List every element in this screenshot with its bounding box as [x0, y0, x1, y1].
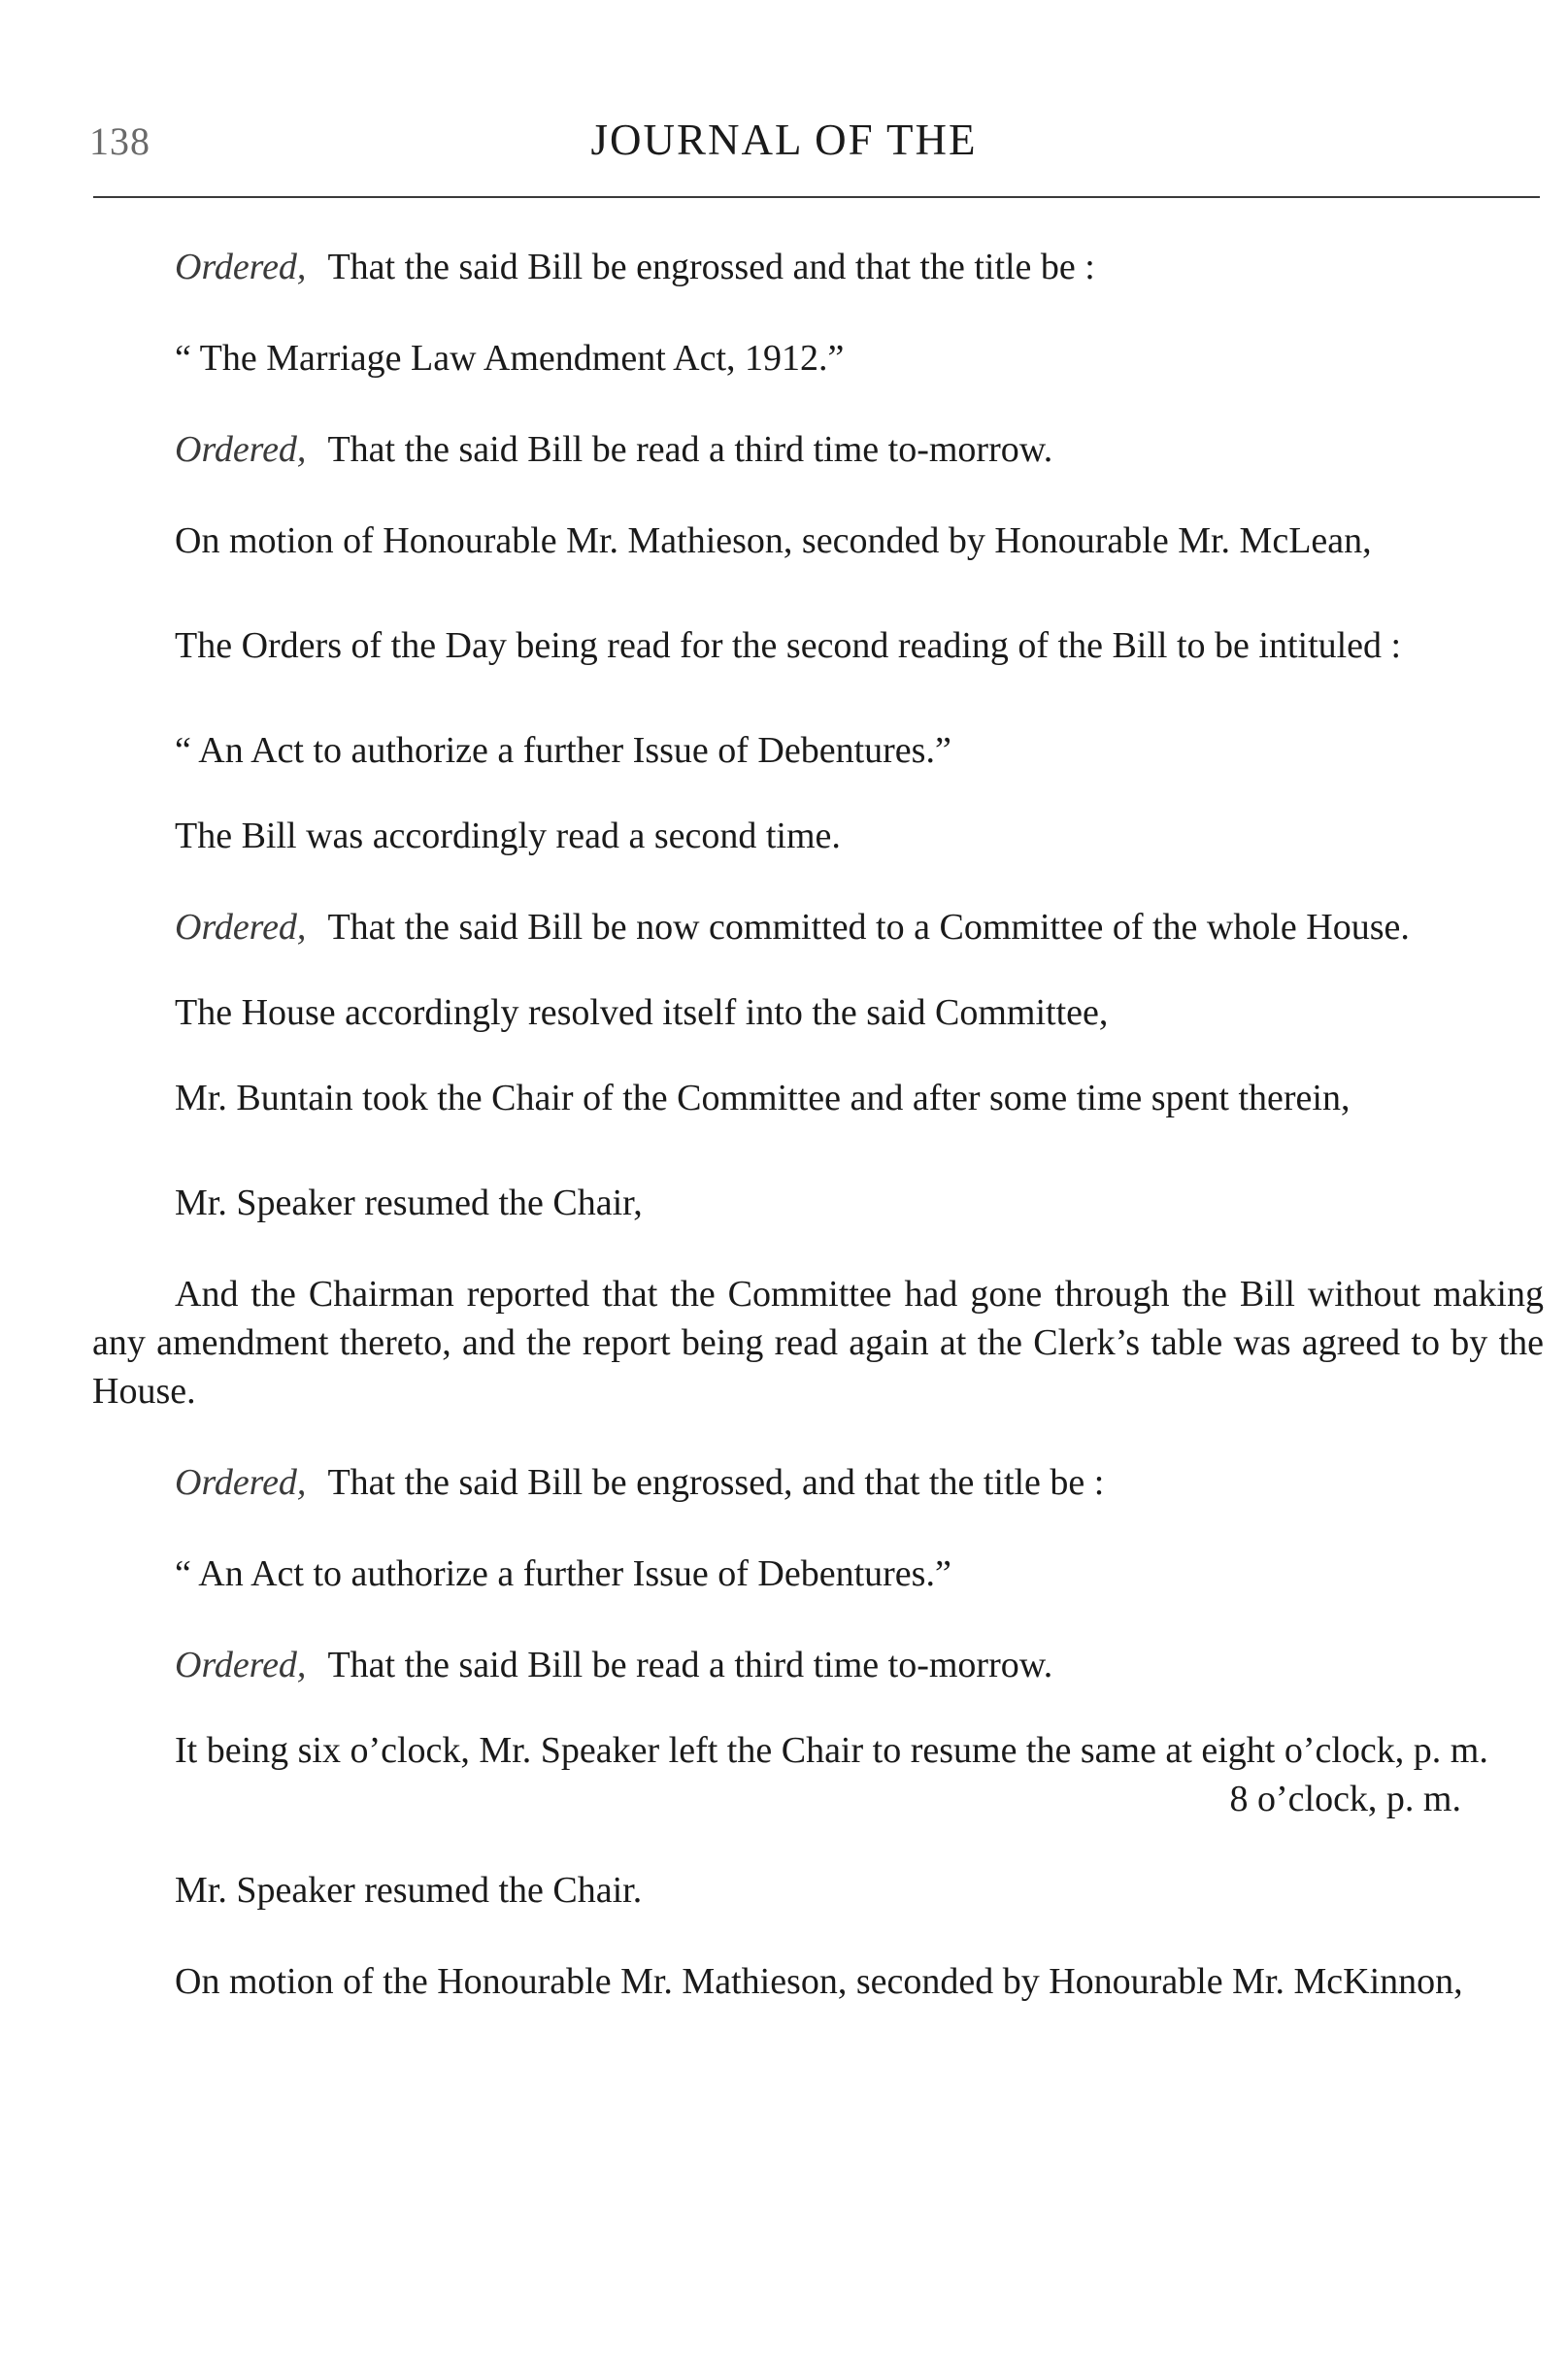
ordered-lead: Ordered, [175, 1462, 307, 1503]
paragraph-text: Mr. Speaker resumed the Chair. [175, 1870, 643, 1911]
journal-body [92, 243, 1544, 2006]
chair-taken-paragraph [92, 1074, 1544, 1122]
page-header [0, 0, 1568, 204]
speaker-resumed-paragraph [92, 1179, 1544, 1227]
bill-title-paragraph [92, 726, 1544, 775]
bill-title-paragraph [92, 334, 1544, 383]
paragraph-text: That the said Bill be engrossed, and that the title be : [327, 1462, 1105, 1503]
motion-paragraph [92, 517, 1544, 565]
running-head: JOURNAL OF THE [590, 116, 978, 164]
adjournment-paragraph [92, 1726, 1544, 1775]
second-reading-paragraph [92, 812, 1544, 860]
header-rule [93, 196, 1540, 198]
order-committee-paragraph [92, 903, 1544, 951]
order-engross-paragraph [92, 243, 1544, 291]
paragraph-text: It being six o’clock, Mr. Speaker left the Chair to resume the same at eight o’clock, p. m. [175, 1730, 1488, 1771]
order-third-reading-paragraph [92, 425, 1544, 474]
paragraph-text: Mr. Buntain took the Chair of the Committee and after some time spent therein, [175, 1078, 1351, 1118]
paragraph-text: The Bill was accordingly read a second time. [175, 816, 841, 856]
orders-of-day-paragraph [92, 621, 1544, 670]
paragraph-text: The Orders of the Day being read for the second reading of the Bill to be intituled : [175, 625, 1402, 666]
ordered-lead: Ordered, [175, 429, 307, 470]
speaker-resumed-paragraph [92, 1866, 1544, 1915]
paragraph-text: “ An Act to authorize a further Issue of Debentures.” [175, 1553, 951, 1594]
chairman-report-paragraph [92, 1270, 1544, 1416]
bill-title-paragraph [92, 1550, 1544, 1598]
paragraph-text: On motion of Honourable Mr. Mathieson, seconded by Honourable Mr. McLean, [175, 520, 1372, 561]
page-number: 138 [89, 119, 150, 163]
paragraph-text: On motion of the Honourable Mr. Mathieson, seconded by Honourable Mr. McKinnon, [175, 1961, 1463, 2002]
order-third-reading-paragraph [92, 1641, 1544, 1689]
order-engross-paragraph [92, 1458, 1544, 1507]
ordered-lead: Ordered, [175, 907, 307, 948]
motion-paragraph [92, 1957, 1544, 2006]
ordered-lead: Ordered, [175, 247, 307, 287]
time-stamp: 8 o’clock, p. m. [1229, 1779, 1461, 1819]
paragraph-text: That the said Bill be read a third time to-morrow. [327, 429, 1053, 470]
paragraph-text: “ An Act to authorize a further Issue of Debentures.” [175, 730, 951, 771]
paragraph-text: That the said Bill be engrossed and that the title be : [327, 247, 1095, 287]
paragraph-text: The House accordingly resolved itself into the said Committee, [175, 992, 1109, 1033]
ordered-lead: Ordered, [175, 1645, 307, 1685]
paragraph-text: That the said Bill be now committed to a Committee of the whole House. [327, 907, 1410, 948]
house-resolved-paragraph [92, 988, 1544, 1037]
paragraph-text: “ The Marriage Law Amendment Act, 1912.” [175, 338, 845, 379]
paragraph-text: And the Chairman reported that the Committee had gone through the Bill without making any amendment thereto, and the report being read again at the Clerk’s table was agreed to by the House. [92, 1274, 1544, 1412]
paragraph-text: Mr. Speaker resumed the Chair, [175, 1183, 643, 1223]
paragraph-text: That the said Bill be read a third time to-morrow. [327, 1645, 1053, 1685]
